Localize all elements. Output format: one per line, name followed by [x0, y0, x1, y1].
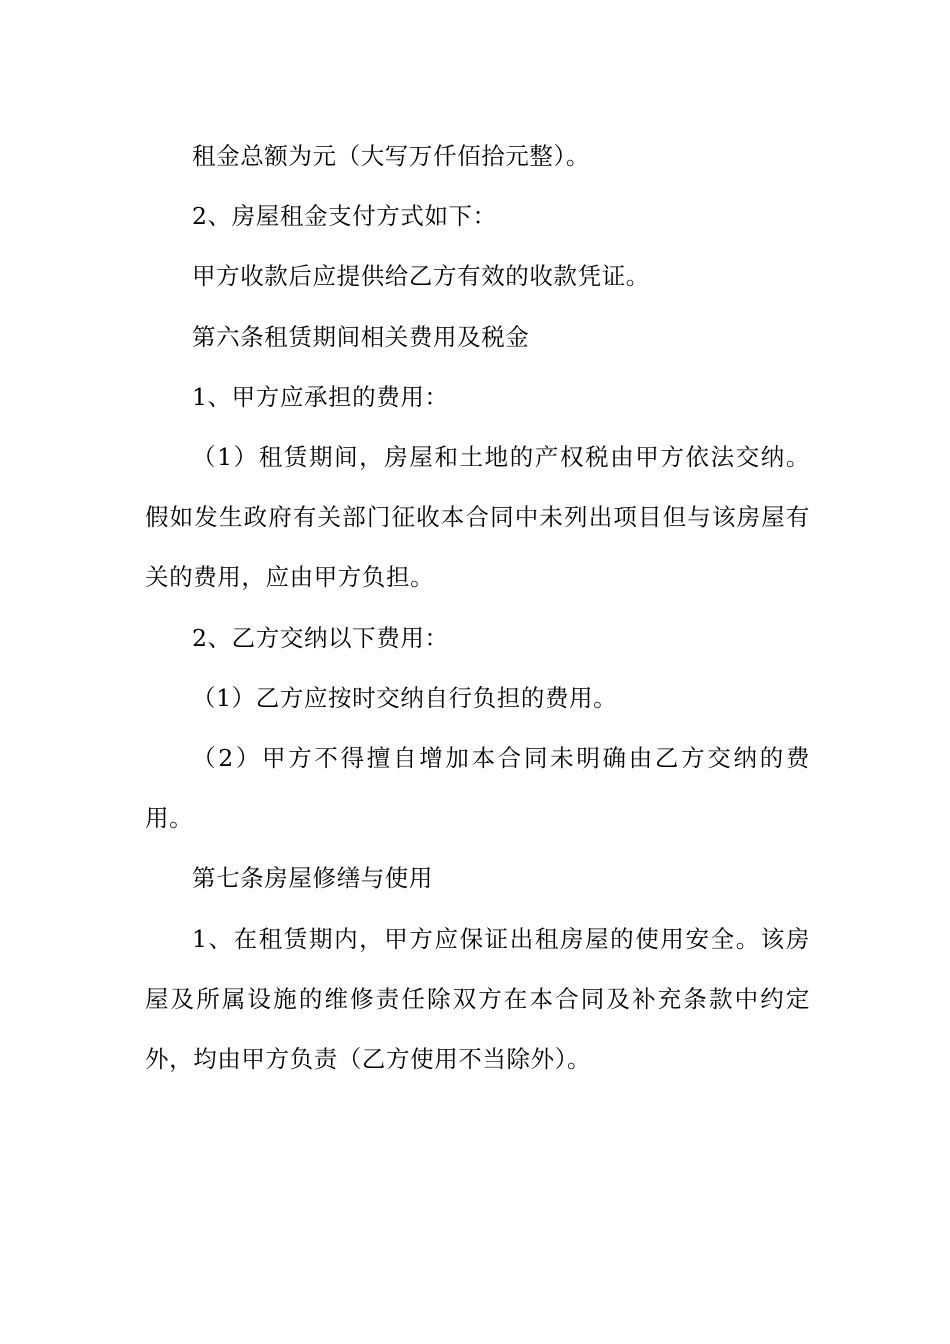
paragraph-party-b-fees: 2、乙方交纳以下费用： [192, 623, 449, 652]
paragraph-property-tax: （1）租赁期间，房屋和土地的产权税由甲方依法交纳。假如发生政府有关部门征收本合同中未列出项目但与该房屋有关的费用，应由甲方负担。 [145, 443, 810, 592]
heading-article-6: 第六条租赁期间相关费用及税金 [192, 322, 530, 351]
paragraph-party-b-pay-on-time: （1）乙方应按时交纳自行负担的费用。 [192, 683, 618, 712]
document-page [145, 126, 810, 1089]
paragraph-receipt: 甲方收款后应提供给乙方有效的收款凭证。 [192, 262, 650, 291]
paragraph-no-extra-fees: （2）甲方不得擅自增加本合同未明确由乙方交纳的费用。 [145, 744, 810, 833]
paragraph-repair-responsibility: 1、在租赁期内，甲方应保证出租房屋的使用安全。该房屋及所属设施的维修责任除双方在本合同及补充条款中约定外，均由甲方负责（乙方使用不当除外）。 [145, 924, 810, 1074]
paragraph-rent-total: 租金总额为元（大写万仟佰拾元整）。 [192, 142, 590, 170]
heading-article-7: 第七条房屋修缮与使用 [192, 864, 433, 893]
paragraph-party-a-fees: 1、甲方应承担的费用： [192, 382, 449, 411]
paragraph-payment-method: 2、房屋租金支付方式如下： [192, 202, 497, 231]
